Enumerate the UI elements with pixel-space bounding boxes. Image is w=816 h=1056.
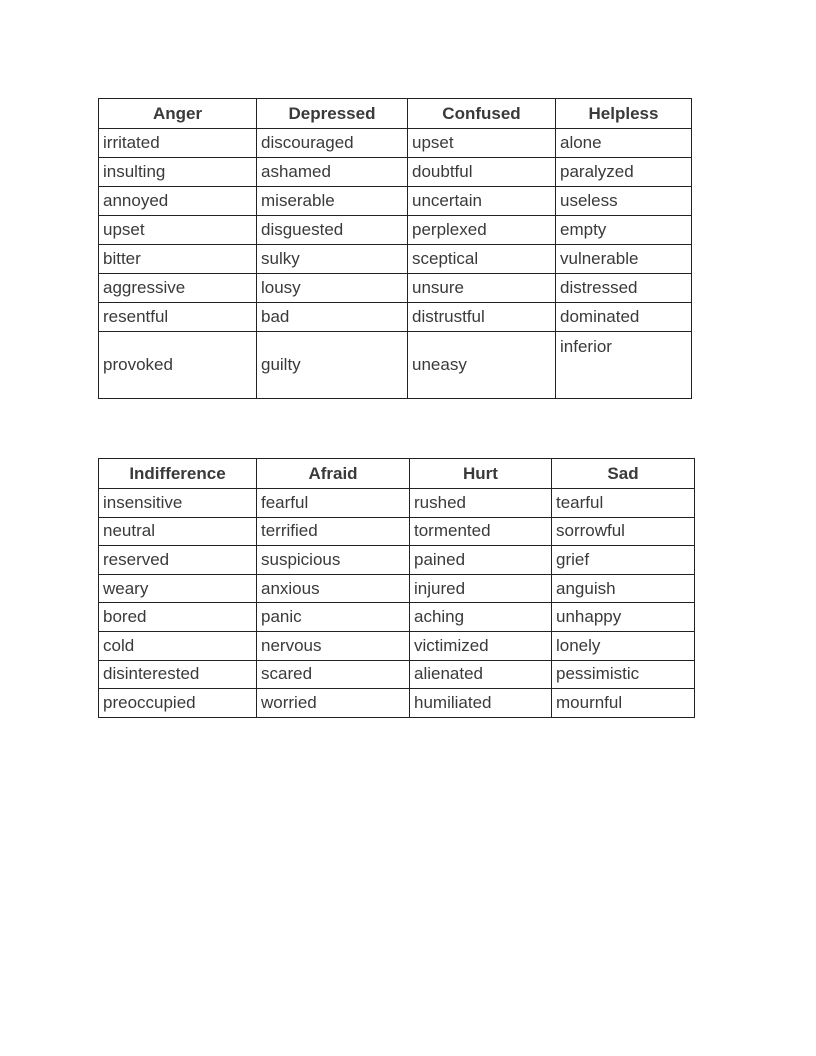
table-cell: paralyzed: [556, 158, 692, 187]
table-cell: rushed: [410, 489, 552, 518]
table-header-row: [99, 99, 692, 129]
column-header-helpless: Helpless: [556, 99, 692, 129]
table-cell: insulting: [99, 158, 257, 187]
table-cell: disguested: [257, 216, 408, 245]
table-cell: weary: [99, 574, 257, 603]
table-cell: alone: [556, 129, 692, 158]
table-cell: upset: [408, 129, 556, 158]
table-cell: unhappy: [552, 603, 695, 632]
table-cell: victimized: [410, 631, 552, 660]
table-cell: empty: [556, 216, 692, 245]
table-cell: distrustful: [408, 303, 556, 332]
table-cell: mournful: [552, 689, 695, 718]
table-cell: irritated: [99, 129, 257, 158]
table-cell: anguish: [552, 574, 695, 603]
table-cell: doubtful: [408, 158, 556, 187]
table-row: [99, 489, 695, 518]
table-row: [99, 129, 692, 158]
table-cell: distressed: [556, 274, 692, 303]
table-cell: sceptical: [408, 245, 556, 274]
table-row: [99, 303, 692, 332]
column-header-afraid: Afraid: [257, 459, 410, 489]
table-row: [99, 603, 695, 632]
table-header-row: [99, 459, 695, 489]
table-row: [99, 216, 692, 245]
table-row: [99, 245, 692, 274]
table-row: [99, 546, 695, 575]
table-cell: uneasy: [408, 332, 556, 399]
table-cell: humiliated: [410, 689, 552, 718]
table-cell: sulky: [257, 245, 408, 274]
table-row: [99, 517, 695, 546]
table-cell: bad: [257, 303, 408, 332]
table-cell: annoyed: [99, 187, 257, 216]
table-cell: upset: [99, 216, 257, 245]
table-cell: lonely: [552, 631, 695, 660]
table-cell: aggressive: [99, 274, 257, 303]
table-cell: reserved: [99, 546, 257, 575]
table-row: [99, 158, 692, 187]
table-row: [99, 689, 695, 718]
table-cell: neutral: [99, 517, 257, 546]
feelings-table-1: [98, 98, 692, 399]
table-cell: ashamed: [257, 158, 408, 187]
table-row: [99, 574, 695, 603]
table-cell: perplexed: [408, 216, 556, 245]
table-row: [99, 274, 692, 303]
table-cell: disinterested: [99, 660, 257, 689]
table-cell: tearful: [552, 489, 695, 518]
column-header-indifference: Indifference: [99, 459, 257, 489]
column-header-depressed: Depressed: [257, 99, 408, 129]
table-cell: miserable: [257, 187, 408, 216]
table-cell: scared: [257, 660, 410, 689]
table-cell: provoked: [99, 332, 257, 399]
table-cell: guilty: [257, 332, 408, 399]
table-cell: worried: [257, 689, 410, 718]
column-header-sad: Sad: [552, 459, 695, 489]
table-cell: inferior: [556, 332, 692, 399]
column-header-hurt: Hurt: [410, 459, 552, 489]
table-row: [99, 660, 695, 689]
table-cell: aching: [410, 603, 552, 632]
table-cell: unsure: [408, 274, 556, 303]
table-cell: nervous: [257, 631, 410, 660]
table-cell: terrified: [257, 517, 410, 546]
table-row: [99, 332, 692, 399]
table-cell: useless: [556, 187, 692, 216]
table-cell: sorrowful: [552, 517, 695, 546]
table-cell: dominated: [556, 303, 692, 332]
table-row: [99, 631, 695, 660]
table-cell: pained: [410, 546, 552, 575]
table-cell: vulnerable: [556, 245, 692, 274]
table-cell: cold: [99, 631, 257, 660]
column-header-anger: Anger: [99, 99, 257, 129]
table-cell: panic: [257, 603, 410, 632]
table-cell: discouraged: [257, 129, 408, 158]
table-cell: bored: [99, 603, 257, 632]
table-row: [99, 187, 692, 216]
table-cell: grief: [552, 546, 695, 575]
table-cell: insensitive: [99, 489, 257, 518]
feelings-table-2: [98, 458, 695, 718]
table-cell: resentful: [99, 303, 257, 332]
table-cell: preoccupied: [99, 689, 257, 718]
table-cell: suspicious: [257, 546, 410, 575]
table-cell: pessimistic: [552, 660, 695, 689]
table-cell: anxious: [257, 574, 410, 603]
table-cell: uncertain: [408, 187, 556, 216]
table-cell: bitter: [99, 245, 257, 274]
table-cell: tormented: [410, 517, 552, 546]
table-cell: fearful: [257, 489, 410, 518]
column-header-confused: Confused: [408, 99, 556, 129]
table-cell: injured: [410, 574, 552, 603]
table-cell: lousy: [257, 274, 408, 303]
table-cell: alienated: [410, 660, 552, 689]
